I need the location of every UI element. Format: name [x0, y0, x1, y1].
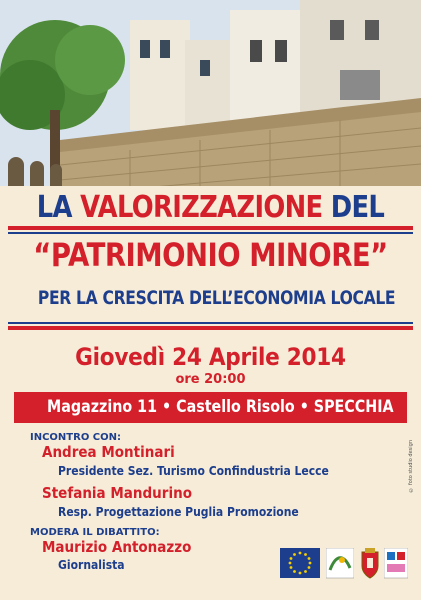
sponsor-logos	[280, 548, 408, 584]
speaker-name: Andrea Montinari	[42, 443, 175, 461]
title-line-1-part-2: VALORIZZAZIONE	[80, 190, 323, 225]
divider-bottom-red	[8, 326, 413, 330]
leader-logo-icon	[326, 548, 354, 582]
divider-bottom-blue	[8, 322, 413, 324]
speaker-role: Presidente Sez. Turismo Confindustria Lecce	[58, 464, 329, 478]
venue-text: Magazzino 11 • Castello Risolo • SPECCHIA	[47, 397, 394, 417]
event-date: Giovedì 24 Aprile 2014	[75, 343, 346, 371]
venue-bar	[14, 392, 407, 423]
title-line-2: “PATRIMONIO MINORE”	[33, 236, 388, 274]
eu-flag-icon	[280, 548, 320, 582]
title-line-1-part-3: DEL	[322, 190, 385, 225]
divider-top-blue	[8, 232, 413, 234]
photo-credit: © foto studio design	[408, 440, 414, 493]
speaker-name: Stefania Mandurino	[42, 484, 192, 502]
title-line-3: PER LA CRESCITA DELL’ECONOMIA LOCALE	[37, 287, 396, 309]
municipal-crest-icon	[360, 548, 380, 582]
title-line-1	[29, 190, 391, 225]
divider-top-red	[8, 226, 413, 230]
moderator-role: Giornalista	[58, 558, 125, 572]
header-photo	[0, 0, 421, 200]
regional-logo-icon	[384, 548, 408, 582]
title-line-1-part-1: LA	[36, 190, 81, 225]
moderator-label: MODERA IL DIBATTITO:	[30, 527, 160, 538]
event-time: ore 20:00	[175, 372, 246, 387]
street-photo-illustration	[0, 0, 421, 200]
moderator-name: Maurizio Antonazzo	[42, 538, 192, 556]
intro-label: INCONTRO CON:	[30, 432, 122, 443]
speaker-role: Resp. Progettazione Puglia Promozione	[58, 505, 299, 519]
title-band	[0, 186, 421, 336]
